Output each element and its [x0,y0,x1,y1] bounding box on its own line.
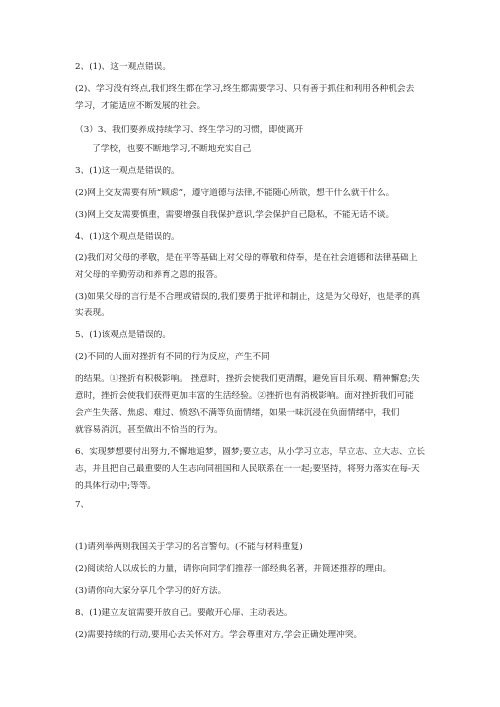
text-line: (2)阅读给人以成长的力量，请你向同学们推荐一部经典名著，并简述推荐的理由。 [75,564,392,574]
text-line: (1)请列举两则我国关于学习的名言警句。(不能与材料重复) [75,542,303,552]
text-line: 实表现。 [75,308,110,318]
text-line: 的具体行动中;等等。 [75,481,157,491]
text-line: (3)请你向大家分享几个学习的好方法。 [75,586,227,596]
text-line: (2)、学习没有终点,我们终生都在学习,终生都需要学习、只有善于抓住和利用各种机会去 [75,84,415,94]
text-line: 会产生失落、焦虑、难过、愤怒\不满等负面情绪，如果一味沉浸在负面情绪中，我们 [75,408,400,418]
text-line: 4、(1)这个观点是错误的。 [75,232,180,242]
text-line: 6、实现梦想要付出努力,不懈地追梦，圆梦;要立志，从小学习立志，早立志、立大志、立长 [75,447,426,457]
text-line: 2、(1)、这一观点错误。 [75,62,172,72]
text-line: 8、(1)建立友谊需要开放自己。要敞开心扉、主动表达。 [75,608,293,618]
text-line: 意时，挫折会使我们获得更加丰富的生活经验。②挫折也有消极影响。面对挫折我们可能 [75,391,414,401]
text-line: 志，并且把自己最重要的人生志向同祖国和人民联系在一一起;要坚持，将努力落实在每-天 [75,464,420,474]
text-line: (2)需要持续的行动,要用心去关怀对方。学会尊重对方,学会正确处理冲突。 [75,630,363,640]
text-line: 对父母的辛勤劳动和养育之恩的报答。 [75,270,223,280]
text-line: 5、(1)该观点是错误的。 [75,330,172,340]
text-line: (2)网上交友需要有所“顾虑”，遵守道德与法律,不能随心所欲，想干什么就干什么。 [75,188,395,198]
text-line: (3)如果父母的言行是不合理或错误的,我们要勇于批评和制止，这是为父母好，也是孝的真 [75,292,421,302]
text-line: 了学校，也要不断地学习,不断地充实自己 [92,144,252,154]
text-line: 7、 [75,500,90,510]
text-line: (2)不同的人面对挫折有不同的行为反应，产生不同 [75,352,270,362]
text-line: 学习，才能适应不断发展的社会。 [75,101,206,111]
text-line: (2)我们对父母的孝敬，是在平等基础上对父母的尊敬和侍奉，是在社会道德和法律基础上 [75,253,418,263]
text-line: (3)网上交友需要慎重，需要增强自我保护意识,学会保护自己隐私，不能无话不谈。 [75,210,395,220]
text-line: 的结果。①挫折有积极影响。 挫意时，挫折会使我们更清醒，避免盲目乐观、精神懈怠;失 [75,374,420,384]
text-line: 就容易消沉，甚至做出不恰当的行为。 [75,425,223,435]
text-line: 3、(1)这一观点是错误的。 [75,166,180,176]
text-line: （3）3、我们要养成持续学习、终生学习的习惯，即使离开 [75,125,304,135]
